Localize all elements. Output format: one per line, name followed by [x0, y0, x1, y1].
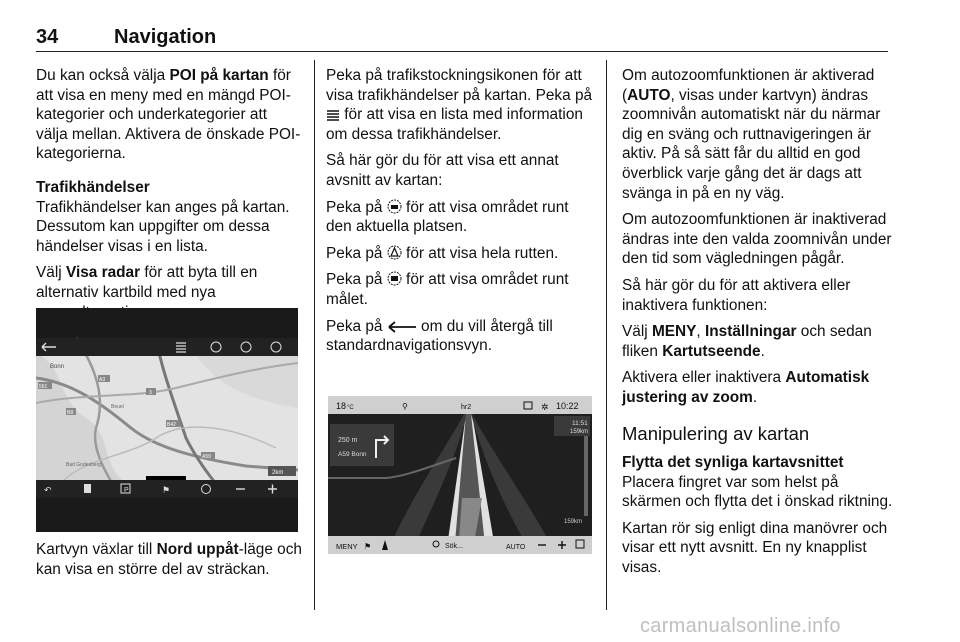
maneuver-distance: 250 m [338, 437, 358, 444]
clock-time: 10:22 [556, 401, 579, 411]
paragraph: Peka på om du vill återgå till standardnavigationsvyn. [326, 317, 553, 355]
svg-text:A3: A3 [99, 377, 106, 383]
page-number: 34 [36, 26, 59, 48]
paragraph: Om autozoomfunktionen är aktiverad (AUTO, visas under kartvyn) ändras zoomnivån automatiskt när du närmar dig en sväng och ruttnavigeringen är aktiv. På så sätt får du alltid en god överblick varje gång det är dags att svänga in på en ny väg. [622, 67, 881, 202]
map-illustration [36, 308, 298, 532]
phone-icon[interactable] [84, 484, 91, 493]
temperature: 18 [336, 401, 347, 411]
paragraph: Trafikhändelser kan anges på kartan. Dessutom kan uppgifter om dessa händelser visas i en lista. [36, 198, 290, 255]
svg-text:3: 3 [149, 390, 152, 396]
move-section-heading: Flytta det synliga kartavsnittet [622, 454, 844, 472]
svg-text:P: P [124, 487, 129, 494]
paragraph: Om autozoomfunktionen är inaktiverad ändras inte den valda zoomnivån under den tid som vägledningen pågår. [622, 211, 892, 268]
pin-icon: ⚲ [402, 402, 408, 411]
page-header [36, 26, 888, 50]
svg-text:A59: A59 [202, 454, 211, 460]
column-3 [622, 66, 894, 585]
svg-text:B42: B42 [167, 422, 176, 428]
undo-icon[interactable]: ↶ [44, 485, 52, 495]
svg-text:Bad Godesberg: Bad Godesberg [66, 462, 102, 468]
manipulation-heading: Manipulering av kartan [622, 422, 810, 444]
paragraph: Välj MENY, Inställningar och sedan fliken Kartutseende. [622, 323, 872, 360]
eta-distance: 159km [570, 429, 589, 435]
paragraph: Peka på för att visa området runt den aktuella platsen. [326, 198, 569, 236]
side-distance: 159km [564, 519, 583, 525]
traffic-icon[interactable]: ⚑ [162, 485, 171, 495]
column-divider-1 [314, 60, 315, 610]
zoom-label: hr2 [461, 404, 472, 411]
svg-text:B8: B8 [67, 410, 74, 416]
map-scale: 2km [272, 470, 284, 476]
menu-button[interactable]: MENY [336, 542, 358, 551]
column-1 [36, 66, 302, 329]
map-screenshot [36, 308, 298, 532]
search-input[interactable]: Sök... [445, 543, 463, 550]
navigation-screenshot [326, 368, 594, 580]
paragraph: Peka på för att visa området runt målet. [326, 271, 569, 308]
column-divider-2 [606, 60, 607, 610]
paragraph: Du kan också välja POI på kartan för att visa en meny med en mängd POI-kategorier och underkategorier att välja mellan. Aktivera de önskade POI-kategorierna. [36, 67, 301, 163]
map-caption: Kartvyn växlar till Nord uppåt-läge och kan visa en större del av sträckan. [36, 541, 302, 578]
current-location-icon [387, 199, 402, 214]
status-bar [328, 396, 592, 414]
flag-icon[interactable]: ⚑ [364, 542, 372, 551]
paragraph: Peka på för att visa hela rutten. [326, 244, 559, 262]
whole-route-icon [387, 245, 402, 260]
long-back-arrow-icon [387, 321, 417, 333]
svg-text:561: 561 [39, 384, 48, 390]
column-2 [326, 66, 598, 389]
maneuver-road: A59 Bonn [338, 451, 367, 458]
auto-zoom-button[interactable]: AUTO [506, 544, 526, 551]
paragraph: Placera fingret var som helst på skärmen och flytta det i önskad riktning. [622, 473, 893, 511]
list-icon [326, 109, 340, 121]
svg-text:Beuel: Beuel [111, 404, 124, 410]
page-title: Navigation [114, 26, 217, 48]
traffic-heading: Trafikhändelser [36, 178, 150, 196]
watermark: carmanualsonline.info [640, 615, 841, 637]
eta-time: 11:51 [572, 420, 588, 427]
header-rule [36, 51, 888, 52]
paragraph: Välj Visa radar för att byta till en alternativ kartbild med nya [36, 264, 258, 301]
paragraph: Kartan rör sig enligt dina manövrer och visar ett nytt avsnitt. En ny knapplist visas. [622, 519, 888, 577]
paragraph: Så här gör du för att visa ett annat avsnitt av kartan: [326, 152, 559, 189]
paragraph: Så här gör du för att aktivera eller inaktivera funktionen: [622, 276, 851, 314]
gear-icon: ✲ [541, 402, 549, 412]
paragraph: Peka på trafikstockningsikonen för att visa trafikhändelser på kartan. Peka på för att visa en lista med information om dessa trafikhändelser. [326, 67, 593, 143]
temperature-unit: °C [347, 405, 354, 411]
destination-icon [387, 271, 402, 286]
paragraph: Aktivera eller inaktivera Automatisk justering av zoom. [622, 369, 870, 406]
map-place-label: Bonn [50, 364, 65, 370]
